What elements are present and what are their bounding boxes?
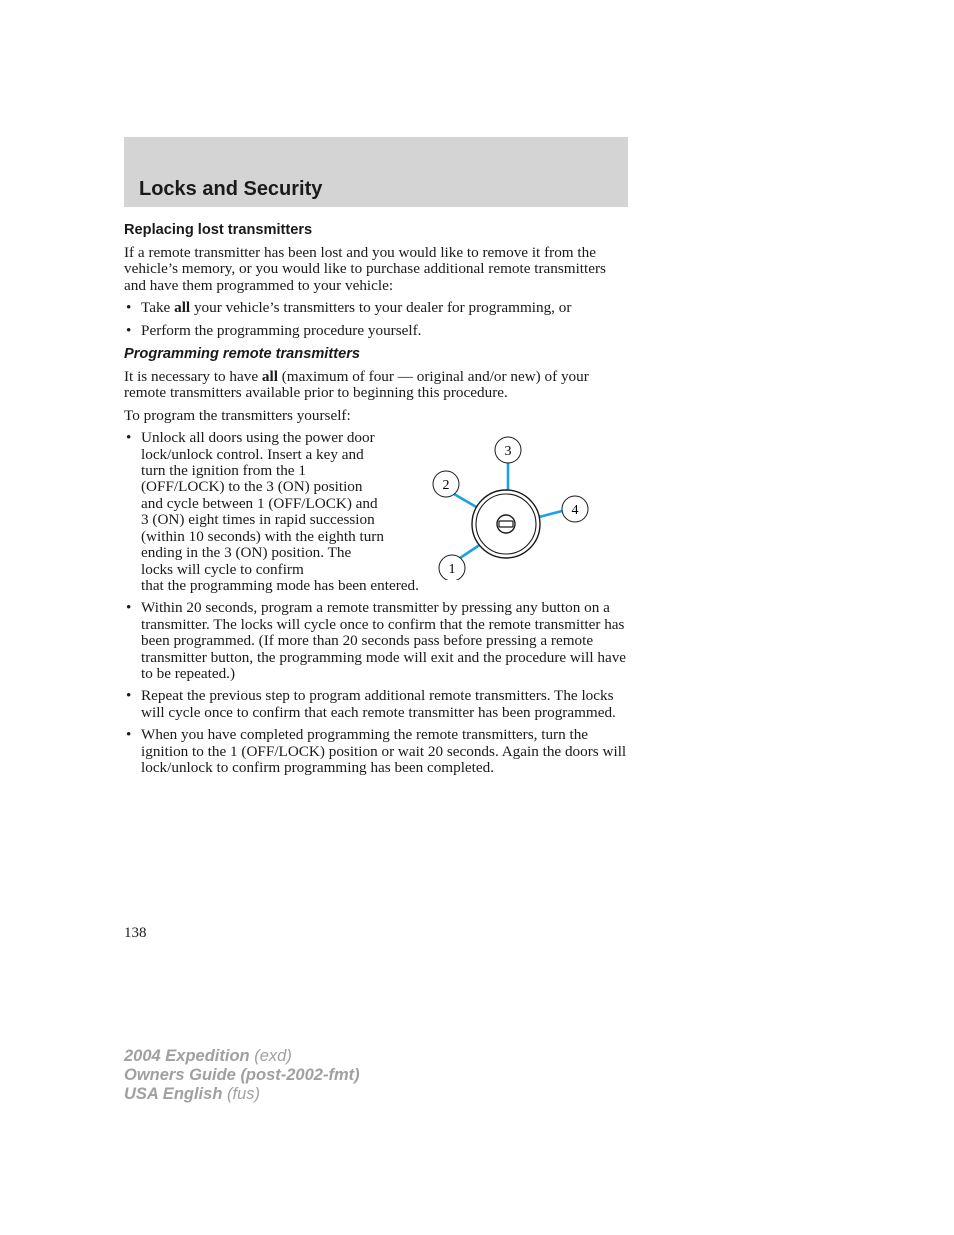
position-label-4 — [562, 496, 588, 522]
position-label-text: 4 — [571, 503, 579, 519]
list-item — [124, 300, 630, 316]
bullet: • — [126, 687, 132, 705]
text: It is necessary to have — [124, 368, 262, 386]
bullet: • — [126, 299, 132, 317]
emphasis: all — [261, 368, 278, 386]
position-label-text: 3 — [504, 444, 512, 460]
footer-line-1 — [124, 1047, 360, 1066]
page-content — [124, 221, 630, 782]
position-line-2 — [454, 494, 478, 508]
text: your vehicle’s transmitters to your dealer for programming, or — [190, 299, 572, 317]
footer-line-2: Owners Guide (post-2002-fmt) — [124, 1066, 360, 1084]
list-item — [124, 600, 630, 682]
page-number: 138 — [124, 925, 147, 941]
text: When you have completed programming the remote transmitters, turn the ignition to the 1 (OFF/LOCK) position or wait 20 seconds. Again the doors will lock/unlock to confirm programming has been completed. — [141, 726, 627, 776]
text: Repeat the previous step to program additional remote transmitters. The locks will cycle once to confirm that each remote transmitter has been programmed. — [141, 687, 616, 721]
list-item — [124, 323, 630, 339]
text: 2004 Expedition — [124, 1047, 250, 1065]
position-label-text: 1 — [448, 562, 456, 578]
bullet: • — [126, 321, 132, 339]
text: (maximum of four — original and/or new) of your remote transmitters available prior to beginning this procedure. — [124, 368, 589, 402]
section-title: Locks and Security — [139, 178, 323, 200]
bullet: • — [126, 599, 132, 617]
bullet: • — [126, 429, 132, 447]
list-item — [124, 727, 630, 776]
step-1-text: Unlock all doors using the power door lock/unlock control. Insert a key and turn the ignition from the 1 (OFF/LOCK) to the 3 (ON) position and cycle between 1 (OFF/LOCK) and 3 (ON) eight times in rapid succession (within 10 seconds) with the eighth turn ending in the 3 (ON) position. The locks will cycle to confirm — [141, 429, 384, 578]
programming-lead-in: To program the transmitters yourself: — [124, 406, 351, 424]
text: (fus) — [222, 1085, 260, 1103]
ignition-positions-diagram — [420, 420, 620, 580]
document-footer — [124, 1047, 360, 1104]
key-slot-bar — [499, 521, 513, 527]
list-item — [124, 688, 630, 721]
replacing-intro: If a remote transmitter has been lost and you would like to remove it from the vehicle’s memory, or you would like to purchase additional remote transmitters and have them programmed to your vehicle: — [124, 244, 606, 294]
text: USA English — [124, 1085, 223, 1103]
bullet: • — [126, 726, 132, 744]
heading-programming-transmitters: Programming remote transmitters — [124, 346, 360, 363]
text: (exd) — [249, 1047, 292, 1065]
text: Perform the programming procedure yourself. — [141, 321, 422, 339]
footer-line-3 — [124, 1085, 360, 1104]
position-label-1 — [439, 555, 465, 580]
step-1-tail: that the programming mode has been entered. — [141, 576, 419, 594]
programming-requirement — [124, 369, 630, 402]
programming-steps-list — [124, 430, 630, 776]
position-label-2 — [433, 471, 459, 497]
position-label-text: 2 — [442, 478, 450, 494]
emphasis: all — [174, 299, 191, 317]
list-item — [124, 430, 630, 594]
text: Within 20 seconds, program a remote transmitter by pressing any button on a transmitter. The locks will cycle once to confirm that the remote transmitter has been programmed. (If more than 20 seconds pass before pressing a remote transmitter button, the programming mode will exit and the procedure will have to be repeated.) — [141, 599, 627, 682]
position-line-4 — [539, 511, 562, 517]
heading-replacing-transmitters: Replacing lost transmitters — [124, 222, 313, 238]
position-label-3 — [495, 437, 521, 463]
replacing-options-list — [124, 300, 630, 339]
text: Take — [141, 299, 175, 317]
